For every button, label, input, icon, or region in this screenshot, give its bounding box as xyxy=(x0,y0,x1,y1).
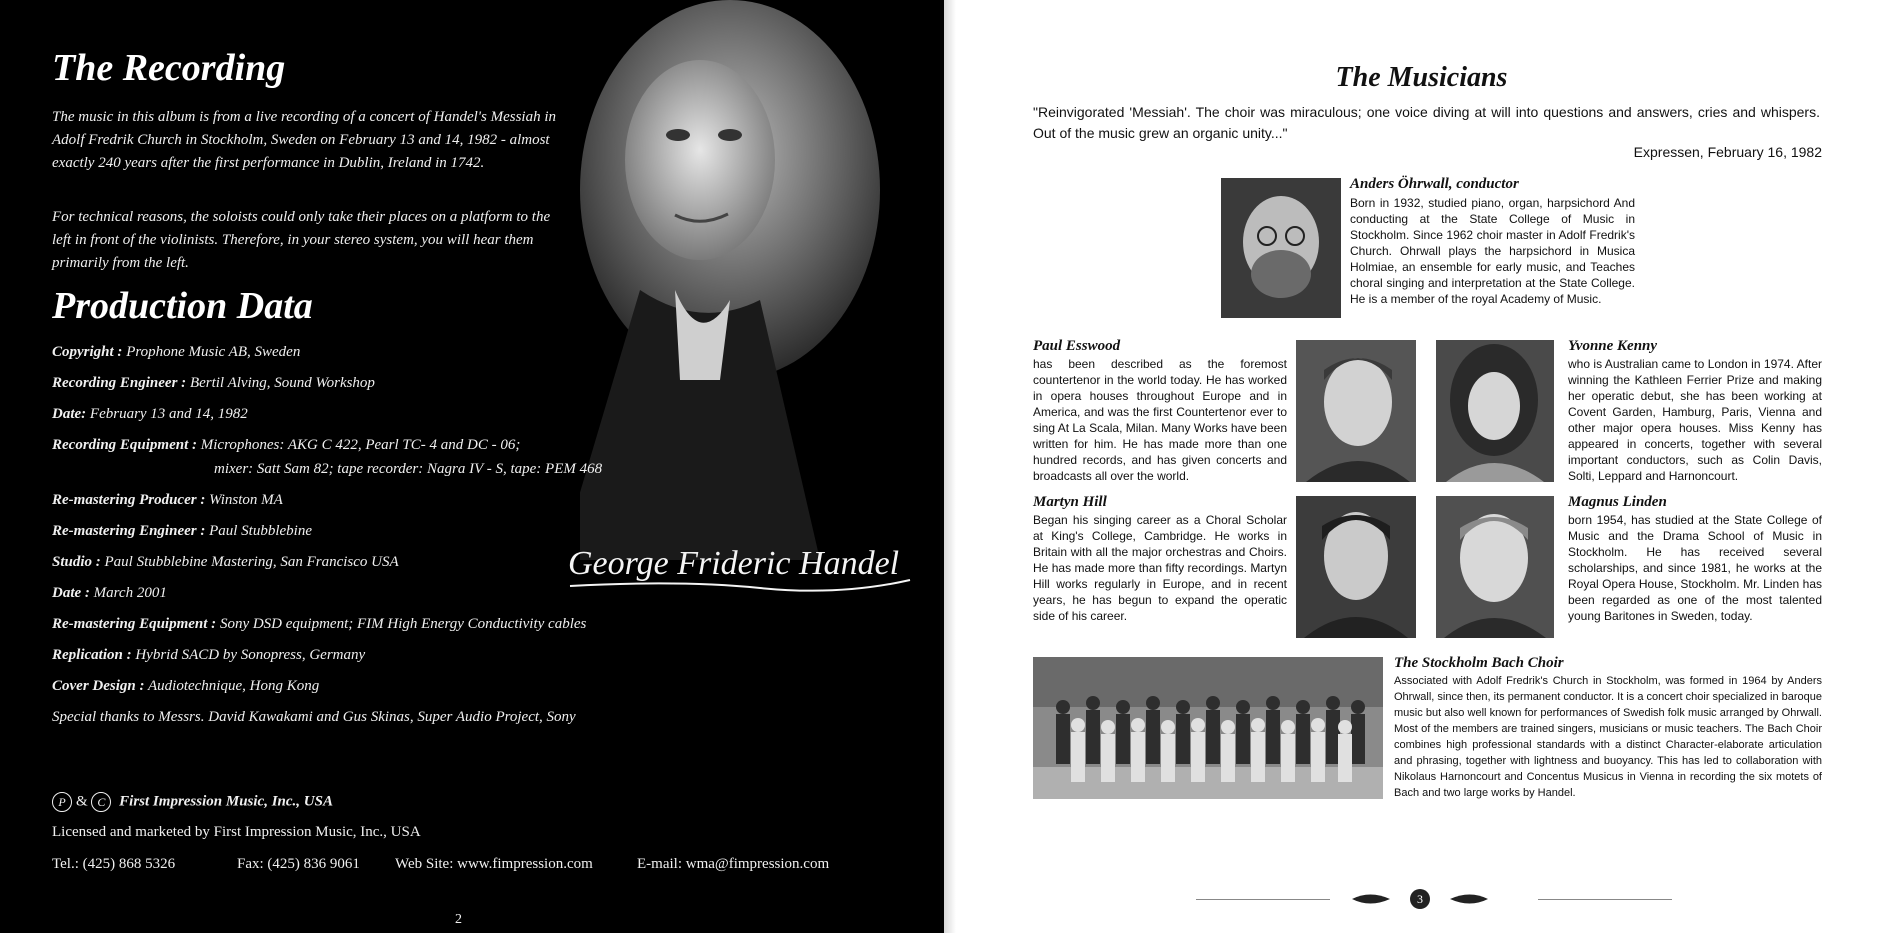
recording-paragraph-1: The music in this album is from a live recording of a concert of Handel's Messiah in Adolf Fredrik Church in Stockholm, Sweden on February 13 and 14, 1982 - almost exactly 240 years after the first performance in Dublin, Ireland in 1742. xyxy=(52,109,556,171)
production-label: Re-mastering Producer : xyxy=(52,492,206,508)
production-value: Microphones: AKG C 422, Pearl TC- 4 and DC - 06; xyxy=(200,437,521,453)
ornament-line-right xyxy=(1538,899,1672,900)
production-row-copyright xyxy=(52,344,300,361)
production-label: Date : xyxy=(52,585,90,601)
recording-title: The Recording xyxy=(52,47,286,89)
musicians-title: The Musicians xyxy=(1335,62,1508,93)
photo-stockholm-bach-choir xyxy=(1033,657,1383,799)
signature-text: George Frideric Handel xyxy=(568,545,900,582)
production-value: Prophone Music AB, Sweden xyxy=(126,344,301,360)
name-martyn-hill: Martyn Hill xyxy=(1033,494,1107,510)
fax: Fax: (425) 836 9061 xyxy=(237,856,360,872)
email-link[interactable]: E-mail: wma@fimpression.com xyxy=(637,856,830,872)
phonogram-symbol: P xyxy=(52,792,72,812)
production-row-recording-engineer xyxy=(52,375,375,392)
production-value: Winston MA xyxy=(209,492,283,508)
production-value: Audiotechnique, Hong Kong xyxy=(147,678,320,694)
production-row-recording-equipment-cont xyxy=(214,461,602,478)
production-label: Replication : xyxy=(52,647,132,663)
page-ornament xyxy=(1350,888,1490,910)
handel-signature xyxy=(560,530,920,600)
photo-magnus-linden xyxy=(1436,496,1554,638)
production-row-remastering-equipment xyxy=(52,616,586,633)
left-page xyxy=(0,0,944,933)
page-number-right: 3 xyxy=(1417,892,1423,906)
production-value: Paul Stubblebine xyxy=(209,523,312,539)
production-row-recording-equipment xyxy=(52,437,520,454)
photo-martyn-hill xyxy=(1296,496,1416,638)
name-magnus-linden: Magnus Linden xyxy=(1568,494,1667,510)
page-number-left: 2 xyxy=(455,912,462,927)
production-label: Copyright : xyxy=(52,344,123,360)
right-page xyxy=(944,0,1899,933)
tel: Tel.: (425) 868 5326 xyxy=(52,856,176,872)
quote-source: Expressen, February 16, 1982 xyxy=(1633,144,1822,160)
bio-anders-ohrwall: Born in 1932, studied piano, organ, harpsichord And conducting at the State College of Music in Stockholm. Since 1962 choir master in Adolf Fredrik's Church. Ohrwall plays the harpsichord in Musica Holmiae, an ensemble for early music, and Teaches choral singing and interpretation at the State College. He is a member of the royal Academy of Music. xyxy=(1350,196,1635,306)
special-thanks: Special thanks to Messrs. David Kawakami and Gus Skinas, Super Audio Project, Sony xyxy=(52,709,576,725)
production-label: Re-mastering Equipment : xyxy=(52,616,217,632)
handel-portrait xyxy=(580,0,944,560)
name-anders-ohrwall: Anders Öhrwall, conductor xyxy=(1350,176,1519,192)
production-row-replication xyxy=(52,647,365,664)
photo-anders-ohrwall xyxy=(1221,178,1341,318)
bio-stockholm-bach-choir: Associated with Adolf Fredrik's Church in Stockholm, was formed in 1964 by Anders Ohrwall, since then, its permanent conductor. It is a concert choir specialized in baroque music but also well known for performances of Swedish folk music arranged by Ohrwall. Most of the members are trained singers, musicians or music teachers. The Bach Choir combines high professional standards with a distinct Character-elaborate articulation and phrasing, together with lightness and buoyancy. This has led to collaboration with Nikolaus Harnoncourt and Concentus Musicus in Vienna in recording the six motets of Bach and two large works by Handel. xyxy=(1394,675,1823,799)
bio-yvonne-kenny: who is Australian came to London in 1974. After winning the Kathleen Ferrier Prize and making her operatic debut, she has been working at Covent Garden, Hamburg, Paris, Vienna and other major opera houses. Miss Kenny has appeared in concerts, together with several important conductors, such as Colin Davis, Solti, Leppard and Harnoncourt. xyxy=(1568,357,1822,483)
production-value: March 2001 xyxy=(93,585,167,601)
production-label: Cover Design : xyxy=(52,678,145,694)
production-label: Re-mastering Engineer : xyxy=(52,523,206,539)
website-link[interactable]: Web Site: www.fimpression.com xyxy=(395,856,593,872)
production-value: February 13 and 14, 1982 xyxy=(89,406,248,422)
copyright-symbol: C xyxy=(91,792,111,812)
page-gutter xyxy=(944,0,956,933)
ornament-line-left xyxy=(1196,899,1330,900)
bio-martyn-hill: Began his singing career as a Choral Scholar at King's College, Cambridge. He works in Britain with all the major orchestras and Choirs. He has made more than fifty recordings. Martyn Hill works regularly in Europe, and in recent years, he has begun to expand the operatic side of his career. xyxy=(1033,513,1287,623)
press-quote: "Reinvigorated 'Messiah'. The choir was miraculous; one voice diving at will into questions and answers, cries and whispers. Out of the music grew an organic unity..." xyxy=(1033,104,1820,141)
production-value: Sony DSD equipment; FIM High Energy Conductivity cables xyxy=(219,616,587,632)
production-row-remastering-engineer xyxy=(52,523,312,540)
name-yvonne-kenny: Yvonne Kenny xyxy=(1568,338,1658,354)
bio-paul-esswood: has been described as the foremost countertenor in the world today. He has worked in opera houses throughout Europe and in America, and was the first Countertenor ever to sing At La Scala, Milan. Many Works have been written for him. He has made more than one hundred records, and has given concerts and broadcasts all over the world. xyxy=(1033,357,1287,483)
production-label: Studio : xyxy=(52,554,101,570)
production-value: Hybrid SACD by Sonopress, Germany xyxy=(135,647,366,663)
name-paul-esswood: Paul Esswood xyxy=(1033,338,1121,354)
production-label: Date: xyxy=(52,406,87,422)
production-row-cover-design xyxy=(52,678,319,695)
production-row-remastering-producer xyxy=(52,492,283,509)
recording-paragraph-2: For technical reasons, the soloists could only take their places on a platform to the left in front of the violinists. Therefore, in your stereo system, you will hear them primarily from the left. xyxy=(52,209,551,271)
production-row-studio xyxy=(52,554,399,571)
production-title: Production Data xyxy=(52,285,313,327)
production-label: Recording Equipment : xyxy=(52,437,198,453)
name-stockholm-bach-choir: The Stockholm Bach Choir xyxy=(1394,655,1564,671)
photo-yvonne-kenny xyxy=(1436,340,1554,482)
production-value: mixer: Satt Sam 82; tape recorder: Nagra IV - S, tape: PEM 468 xyxy=(214,461,603,477)
production-value: Bertil Alving, Sound Workshop xyxy=(189,375,375,391)
amp: & xyxy=(76,793,88,810)
copyright-line xyxy=(52,792,333,812)
production-label: Recording Engineer : xyxy=(52,375,187,391)
production-row-date-2 xyxy=(52,585,167,602)
bio-magnus-linden: born 1954, has studied at the State College of Music and the Drama School of Music in Stockholm. He has received several scholarships, and since 1981, he works at the Royal Opera House, Stockholm. Mr. Linden has been regarded as one of the most talented young Baritones in Sweden, today. xyxy=(1568,513,1822,623)
production-row-date xyxy=(52,406,248,423)
production-value: Paul Stubblebine Mastering, San Francisco USA xyxy=(104,554,399,570)
licensed-line: Licensed and marketed by First Impression Music, Inc., USA xyxy=(52,824,421,840)
photo-paul-esswood xyxy=(1296,340,1416,482)
brand-name: First Impression Music, Inc., USA xyxy=(119,793,333,810)
